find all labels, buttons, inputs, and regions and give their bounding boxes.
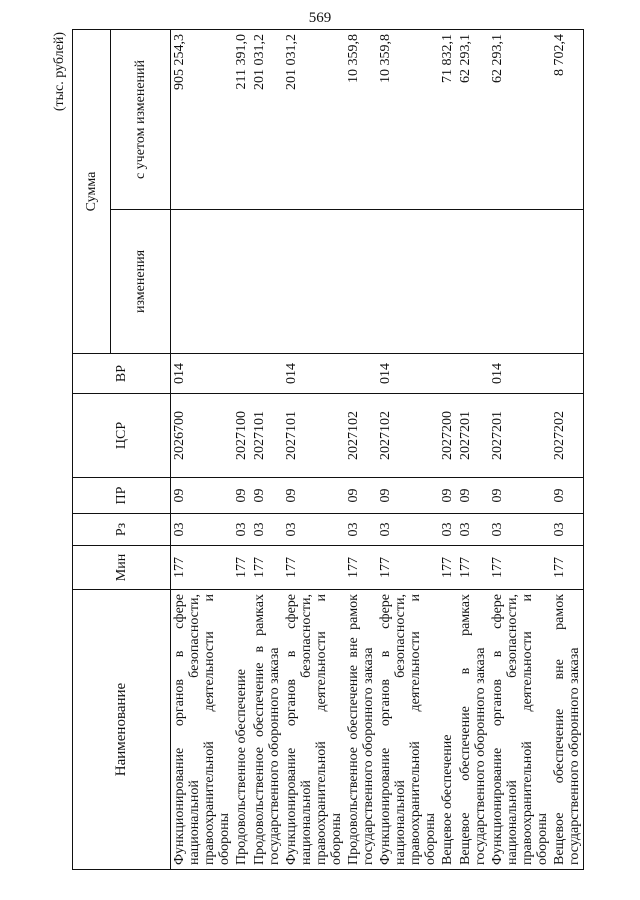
row-vr: 014 xyxy=(283,354,345,394)
row-pr: 09 xyxy=(233,478,251,514)
table-row xyxy=(283,30,345,870)
row-min: 177 xyxy=(489,546,551,590)
row-min: 177 xyxy=(251,546,283,590)
row-csr: 2027102 xyxy=(377,394,439,478)
row-pr: 09 xyxy=(283,478,345,514)
row-rz: 03 xyxy=(233,514,251,546)
header-name: Наименование xyxy=(73,590,171,870)
header-csr: ЦСР xyxy=(73,394,171,478)
header-vr: ВР xyxy=(73,354,171,394)
row-min: 177 xyxy=(345,546,377,590)
row-csr: 2027200 xyxy=(439,394,457,478)
row-rz: 03 xyxy=(283,514,345,546)
row-name: Продовольственное обеспечение вне рамок государственного оборонного заказа xyxy=(345,590,377,870)
header-changes: изменения xyxy=(111,210,171,354)
row-changes xyxy=(233,210,251,354)
row-pr: 09 xyxy=(345,478,377,514)
header-pr: ПР xyxy=(73,478,171,514)
row-csr: 2027101 xyxy=(283,394,345,478)
page-number: 569 xyxy=(308,10,332,26)
row-name: Вещевое обеспечение xyxy=(439,590,457,870)
row-vr xyxy=(457,354,489,394)
row-total: 211 391,0 xyxy=(233,30,251,210)
row-pr: 09 xyxy=(489,478,551,514)
table-row xyxy=(377,30,439,870)
row-changes xyxy=(551,210,584,354)
row-min: 177 xyxy=(551,546,584,590)
table-row xyxy=(489,30,551,870)
row-changes xyxy=(439,210,457,354)
table-row xyxy=(233,30,251,870)
row-total: 201 031,2 xyxy=(283,30,345,210)
row-total: 201 031,2 xyxy=(251,30,283,210)
row-name: Функционирование органов в сфере национальной безопасности, правоохранительной деятельности и обороны xyxy=(283,590,345,870)
row-total: 62 293,1 xyxy=(489,30,551,210)
row-total: 71 832,1 xyxy=(439,30,457,210)
row-csr: 2027102 xyxy=(345,394,377,478)
row-rz: 03 xyxy=(551,514,584,546)
table-row xyxy=(551,30,584,870)
row-changes xyxy=(171,210,234,354)
row-rz: 03 xyxy=(251,514,283,546)
row-min: 177 xyxy=(457,546,489,590)
row-min: 177 xyxy=(377,546,439,590)
row-changes xyxy=(377,210,439,354)
row-vr xyxy=(551,354,584,394)
row-min: 177 xyxy=(283,546,345,590)
row-rz: 03 xyxy=(489,514,551,546)
row-vr: 014 xyxy=(377,354,439,394)
header-min: Мин xyxy=(73,546,171,590)
row-name: Вещевое обеспечение в рамках государственного оборонного заказа xyxy=(457,590,489,870)
row-changes xyxy=(489,210,551,354)
row-vr xyxy=(345,354,377,394)
row-pr: 09 xyxy=(551,478,584,514)
header-sum: Сумма xyxy=(73,30,111,354)
row-min: 177 xyxy=(439,546,457,590)
row-pr: 09 xyxy=(457,478,489,514)
row-rz: 03 xyxy=(345,514,377,546)
header-rz: Рз xyxy=(73,514,171,546)
row-total: 10 359,8 xyxy=(345,30,377,210)
table-row xyxy=(457,30,489,870)
row-csr: 2027100 xyxy=(233,394,251,478)
row-min: 177 xyxy=(233,546,251,590)
row-total: 8 702,4 xyxy=(551,30,584,210)
row-pr: 09 xyxy=(251,478,283,514)
row-min: 177 xyxy=(171,546,234,590)
row-csr: 2027201 xyxy=(489,394,551,478)
table-row xyxy=(251,30,283,870)
table-row xyxy=(345,30,377,870)
row-vr xyxy=(439,354,457,394)
row-total: 10 359,8 xyxy=(377,30,439,210)
row-rz: 03 xyxy=(457,514,489,546)
header-with-changes: с учетом изменений xyxy=(111,30,171,210)
row-rz: 03 xyxy=(377,514,439,546)
row-csr: 2026700 xyxy=(171,394,234,478)
row-name: Функционирование органов в сфере национальной безопасности, правоохранительной деятельности и обороны xyxy=(377,590,439,870)
row-changes xyxy=(283,210,345,354)
row-pr: 09 xyxy=(171,478,234,514)
row-csr: 2027201 xyxy=(457,394,489,478)
row-changes xyxy=(457,210,489,354)
units-label: (тыс. рублей) xyxy=(52,32,67,112)
row-vr: 014 xyxy=(171,354,234,394)
row-vr: 014 xyxy=(489,354,551,394)
row-rz: 03 xyxy=(439,514,457,546)
row-name: Продовольственное обеспечение xyxy=(233,590,251,870)
row-name: Функционирование органов в сфере национальной безопасности, правоохранительной деятельности и обороны xyxy=(171,590,234,870)
row-total: 62 293,1 xyxy=(457,30,489,210)
row-name: Продовольственное обеспечение в рамках государственного оборонного заказа xyxy=(251,590,283,870)
row-rz: 03 xyxy=(171,514,234,546)
table-body xyxy=(171,30,584,870)
rotated-page xyxy=(50,10,590,890)
table-row xyxy=(171,30,234,870)
row-name: Функционирование органов в сфере национальной безопасности, правоохранительной деятельности и обороны xyxy=(489,590,551,870)
row-changes xyxy=(345,210,377,354)
row-csr: 2027202 xyxy=(551,394,584,478)
row-total: 905 254,3 xyxy=(171,30,234,210)
row-changes xyxy=(251,210,283,354)
row-vr xyxy=(233,354,251,394)
table-row xyxy=(439,30,457,870)
table-header xyxy=(73,30,171,870)
row-csr: 2027101 xyxy=(251,394,283,478)
row-vr xyxy=(251,354,283,394)
row-pr: 09 xyxy=(377,478,439,514)
row-name: Вещевое обеспечение вне рамок государственного оборонного заказа xyxy=(551,590,584,870)
budget-table xyxy=(72,29,584,870)
row-pr: 09 xyxy=(439,478,457,514)
